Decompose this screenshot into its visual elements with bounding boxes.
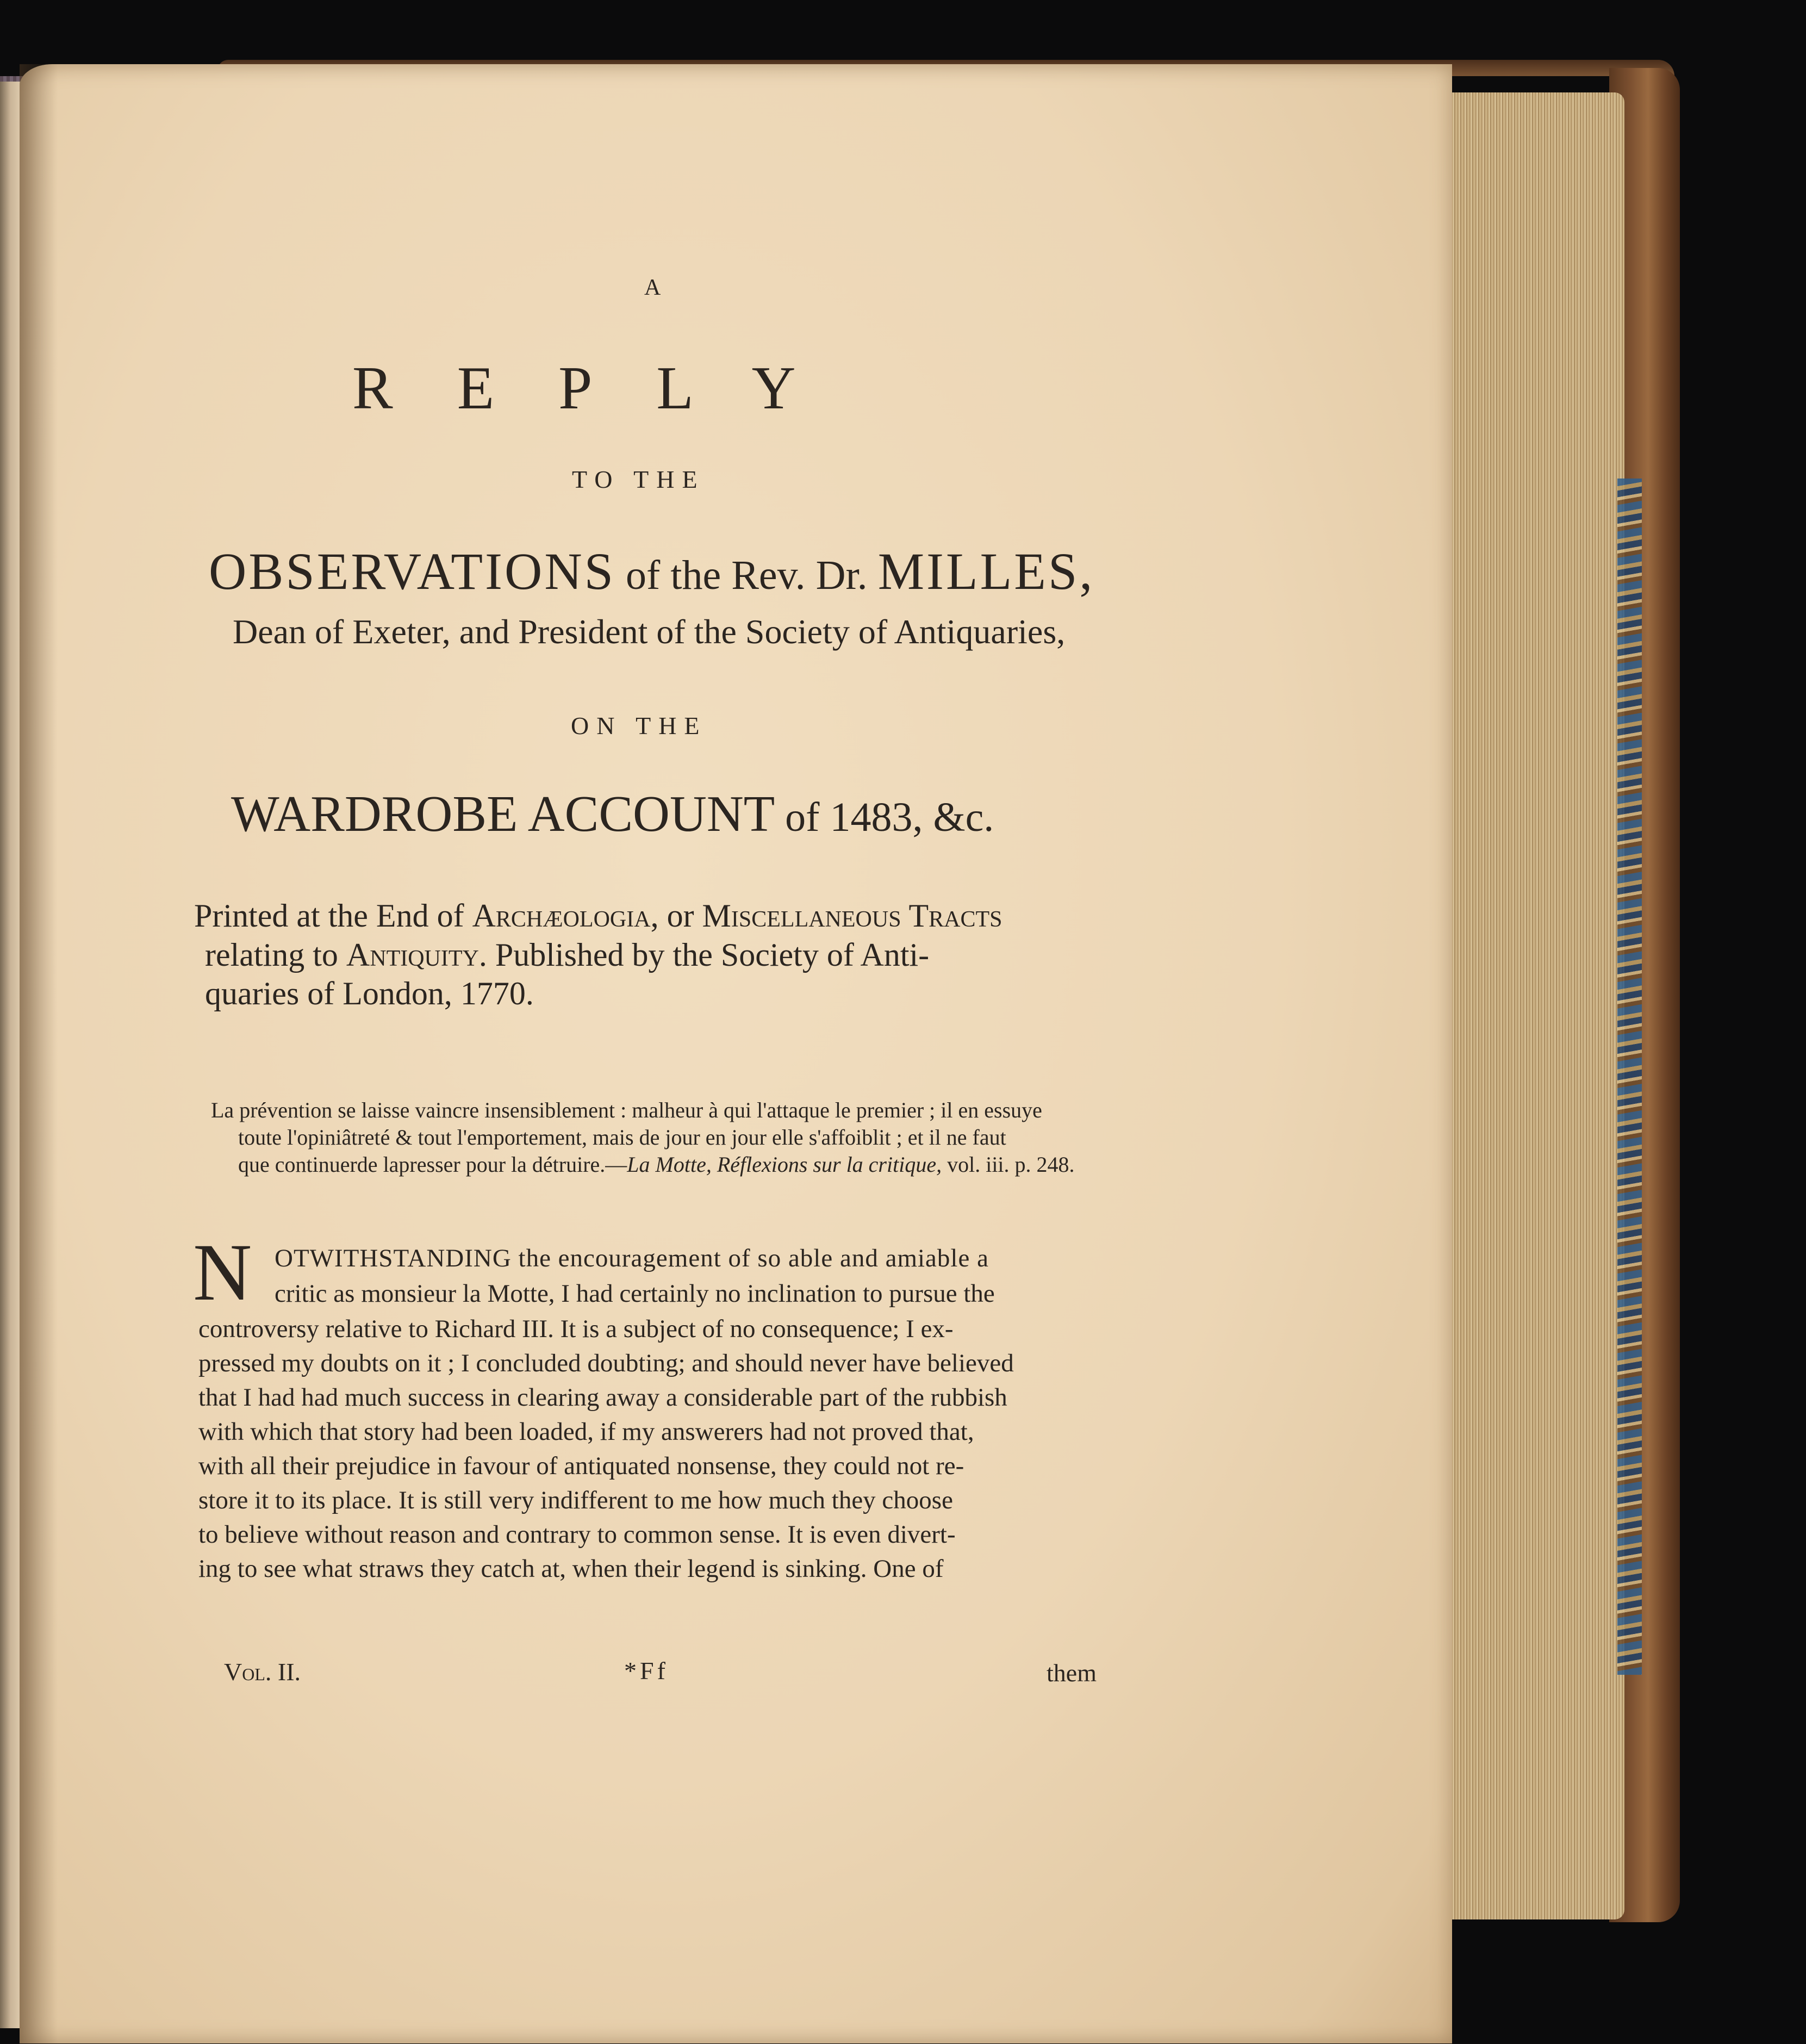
body-line: pressed my doubts on it ; I concluded doubting; and should never have believed [198, 1349, 1014, 1377]
motto-citation: La Motte, Réflexions sur la critique, [627, 1152, 942, 1177]
body-line: critic as monsieur la Motte, I had certainly no inclination to pursue the [275, 1279, 995, 1308]
body-line: controversy relative to Richard III. It is a subject of no consequence; I ex- [198, 1315, 954, 1343]
body-line: ing to see what straws they catch at, when their legend is sinking. One of [198, 1555, 944, 1583]
page-fore-edges [1443, 92, 1624, 1919]
catchword: them [1047, 1659, 1097, 1687]
motto-line-3 [238, 1152, 1075, 1177]
printed-text: relating to [205, 937, 346, 973]
body-line: OTWITHSTANDING the encouragement of so able and amiable a [275, 1244, 989, 1272]
wardrobe-caps: WARDROBE ACCOUNT [231, 786, 775, 842]
dean-line: Dean of Exeter, and President of the Society of Antiquaries, [233, 612, 1066, 651]
archaeologia-smallcaps: Archæologia [472, 898, 651, 934]
body-line: to believe without reason and contrary to common sense. It is even divert- [198, 1520, 956, 1549]
title-reply: REPLY [352, 355, 860, 422]
volume-mark [224, 1657, 301, 1686]
printed-line-1 [194, 897, 1002, 935]
motto-line-2: toute l'opiniâtreté & tout l'emportement, mais de jour en jour elle s'affoiblit ; et il ne faut [238, 1125, 1006, 1150]
motto-page-ref: vol. iii. p. 248. [942, 1152, 1075, 1177]
motto-text: que continuerde lapresser pour la détruire.— [238, 1152, 627, 1177]
marbled-endpaper [1617, 479, 1642, 1675]
printed-text: , or [650, 898, 702, 934]
volume-text: Vol. II. [224, 1658, 301, 1686]
signature-mark: *Ff [624, 1657, 669, 1685]
miscellaneous-tracts-smallcaps: Miscellaneous Tracts [702, 898, 1002, 934]
wardrobe-heading [231, 785, 994, 843]
observations-lower: of the Rev. Dr. [615, 552, 878, 598]
title-article: A [644, 275, 662, 300]
body-line: with all their prejudice in favour of antiquated nonsense, they could not re- [198, 1452, 964, 1480]
observations-name: MILLES, [877, 542, 1095, 600]
antiquity-smallcaps: Antiquity [346, 937, 479, 973]
printed-text: . Published by the Society of Anti- [478, 937, 930, 973]
observations-heading [209, 541, 1094, 601]
printed-line-2 [205, 936, 929, 974]
printed-text: Printed at the End of [194, 898, 472, 934]
body-line: store it to its place. It is still very indifferent to me how much they choose [198, 1486, 953, 1514]
wardrobe-lower: of 1483, &c. [775, 794, 994, 840]
gutter-shadow [20, 64, 58, 2043]
drop-cap: N [193, 1227, 252, 1318]
observations-caps: OBSERVATIONS [209, 542, 616, 600]
subtitle-on-the: ON THE [571, 712, 707, 740]
body-line: with which that story had been loaded, if my answerers had not proved that, [198, 1418, 974, 1446]
body-line: that I had had much success in clearing away a considerable part of the rubbish [198, 1383, 1007, 1412]
motto-line-1: La prévention se laisse vaincre insensiblement : malheur à qui l'attaque le premier ; il en essuye [211, 1098, 1042, 1122]
subtitle-to-the: TO THE [572, 465, 705, 493]
printed-line-3: quaries of London, 1770. [205, 976, 534, 1011]
